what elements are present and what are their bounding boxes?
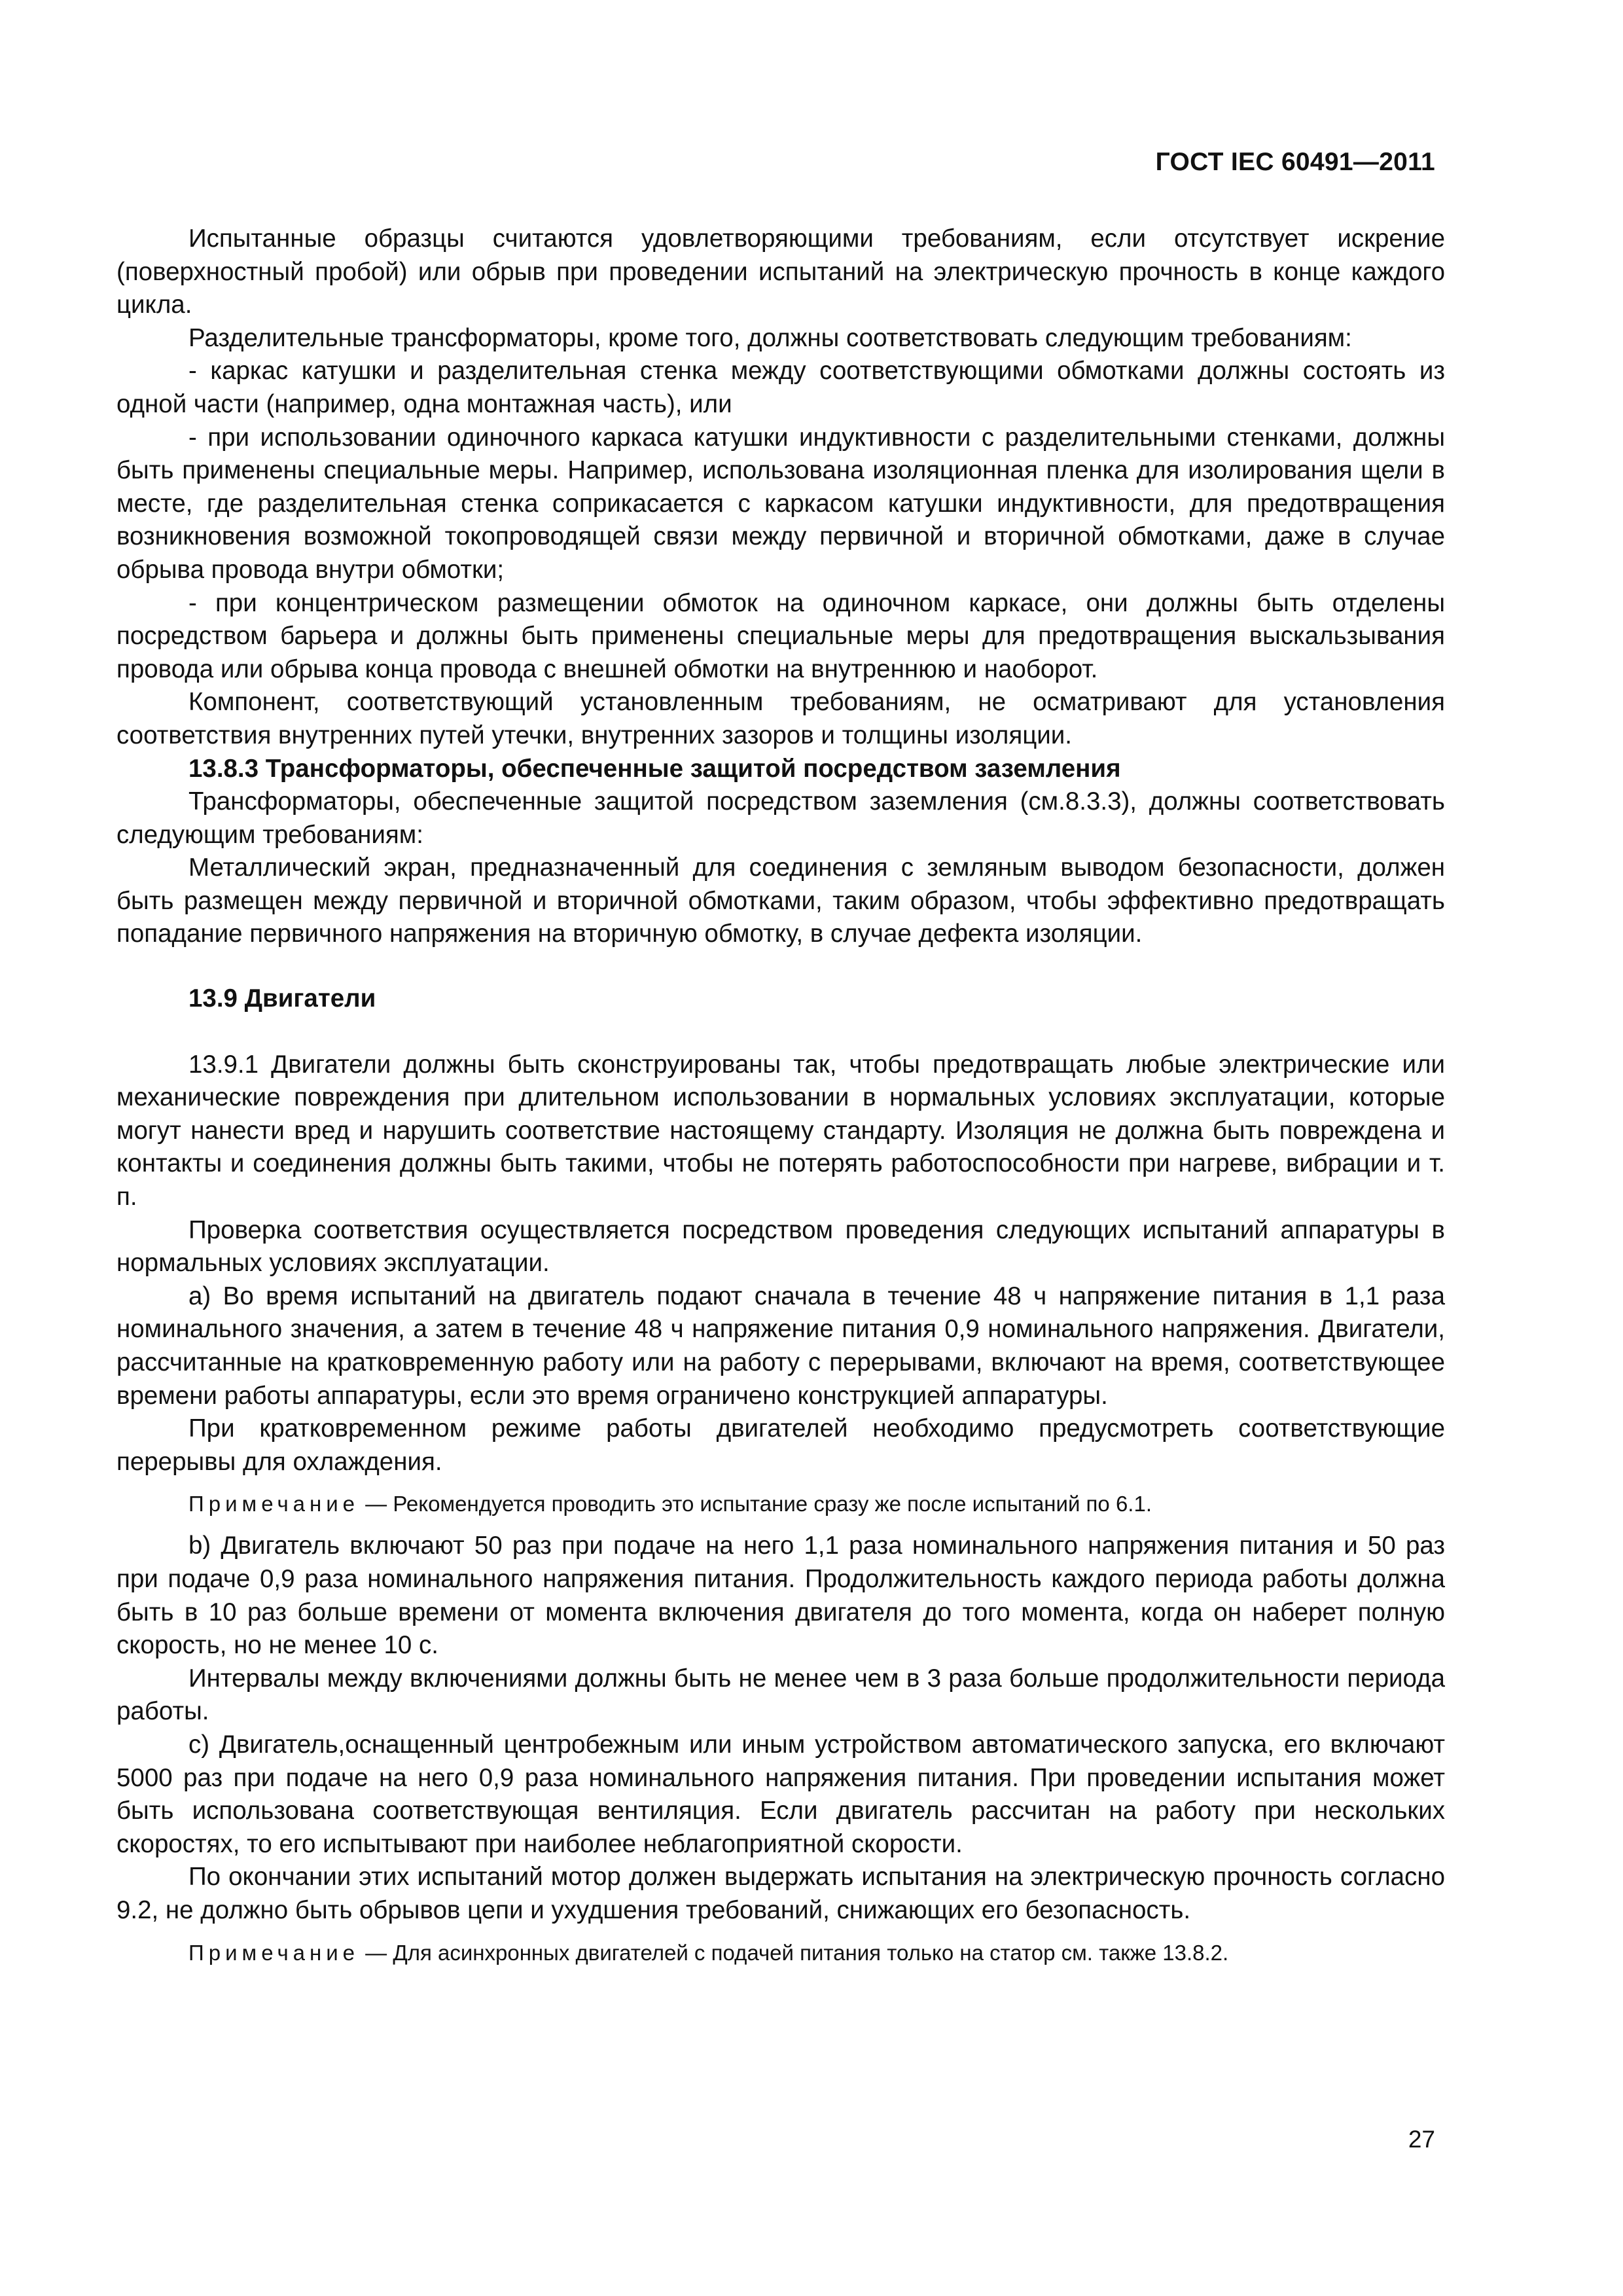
note-label: Примечание [188, 1492, 360, 1516]
paragraph: 13.9.1 Двигатели должны быть сконструированы так, чтобы предотвращать любые электрические или механические повреждения при длительном использовании в нормальных условиях эксплуатации, которые могут нанести вред и нарушить соответствие настоящему стандарту. Изоляция не должна быть повреждена и контакты и соединения должны быть такими, чтобы не потерять работоспособности при нагреве, вибрации и т. п. [116, 1050, 1445, 1211]
list-item: a) Во время испытаний на двигатель подают сначала в течение 48 ч напряжение питания в 1,1 раза номинального значения, а затем в течение 48 ч напряжение питания 0,9 номинального напряжения. Двигатели, рассчитанные на кратковременную работу или на работу с перерывами, включают на время, соответствующее времени работы аппаратуры, если это время ограничено конструкцией аппаратуры. [116, 1282, 1445, 1410]
paragraph: Трансформаторы, обеспеченные защитой посредством заземления (см.8.3.3), должны соответствовать следующим требованиям: [116, 787, 1445, 849]
document-body [116, 223, 1445, 1979]
page-number: 27 [1408, 2126, 1435, 2153]
note-text: — Рекомендуется проводить это испытание сразу же после испытаний по 6.1. [359, 1492, 1152, 1516]
list-item: b) Двигатель включают 50 раз при подаче на него 1,1 раза номинального напряжения питания и 50 раз при подаче 0,9 раза номинального напряжения питания. Продолжительность каждого периода работы должна быть в 10 раз больше времени от момента включения двигателя до того момента, когда он наберет полную скорость, но не менее 10 с. [116, 1532, 1445, 1660]
paragraph: Разделительные трансформаторы, кроме того, должны соответствовать следующим требованиям: [188, 323, 1352, 352]
section-heading-13-9: 13.9 Двигатели [188, 984, 376, 1013]
note-text: — Для асинхронных двигателей с подачей питания только на статор см. также 13.8.2. [359, 1940, 1229, 1965]
list-item: c) Двигатель,оснащенный центробежным или иным устройством автоматического запуска, его включают 5000 раз при подаче на него 0,9 раза номинального напряжения питания. При проведении испытания может быть использована соответствующая вентиляция. Если двигатель рассчитан на работу при нескольких скоростях, то его испытывают при наиболее неблагоприятной скорости. [116, 1730, 1445, 1858]
section-heading-13-8-3: 13.8.3 Трансформаторы, обеспеченные защитой посредством заземления [188, 754, 1121, 783]
paragraph: Компонент, соответствующий установленным требованиям, не осматривают для установления соответствия внутренних путей утечки, внутренних зазоров и толщины изоляции. [116, 688, 1445, 749]
paragraph: По окончании этих испытаний мотор должен выдержать испытания на электрическую прочность согласно 9.2, не должно быть обрывов цепи и ухудшения требований, снижающих его безопасность. [116, 1863, 1445, 1924]
paragraph: Интервалы между включениями должны быть не менее чем в 3 раза больше продолжительности периода работы. [116, 1664, 1445, 1726]
paragraph: При кратковременном режиме работы двигателей необходимо предусмотреть соответствующие перерывы для охлаждения. [116, 1414, 1445, 1476]
note-label: Примечание [188, 1940, 360, 1965]
standard-designation: ГОСТ IEC 60491—2011 [1155, 148, 1435, 176]
list-item: - при использовании одиночного каркаса катушки индуктивности с разделительными стенками, должны быть применены специальные меры. Например, использована изоляционная пленка для изолирования щели в месте, где разделительная стенка соприкасается с каркасом катушки индуктивности, для предотвращения возникновения возможной токопроводящей связи между первичной и вторичной обмотками, даже в случае обрыва провода внутри обмотки; [116, 423, 1445, 584]
note [116, 1938, 1445, 1968]
paragraph: Металлический экран, предназначенный для соединения с земляным выводом безопасности, должен быть размещен между первичной и вторичной обмотками, таким образом, чтобы эффективно предотвращать попадание первичного напряжения на вторичную обмотку, в случае дефекта изоляции. [116, 853, 1445, 948]
list-item: - каркас катушки и разделительная стенка между соответствующими обмотками должны состоять из одной части (например, одна монтажная часть), или [116, 357, 1445, 418]
list-item: - при концентрическом размещении обмоток на одиночном каркасе, они должны быть отделены посредством барьера и должны быть применены специальные меры для предотвращения выскальзывания провода или обрыва конца провода с внешней обмотки на внутреннюю и наоборот. [116, 588, 1445, 683]
paragraph: Испытанные образцы считаются удовлетворяющими требованиям, если отсутствует искрение (поверхностный пробой) или обрыв при проведении испытаний на электрическую прочность в конце каждого цикла. [116, 224, 1445, 319]
paragraph: Проверка соответствия осуществляется посредством проведения следующих испытаний аппаратуры в нормальных условиях эксплуатации. [116, 1215, 1445, 1278]
note [116, 1489, 1445, 1519]
